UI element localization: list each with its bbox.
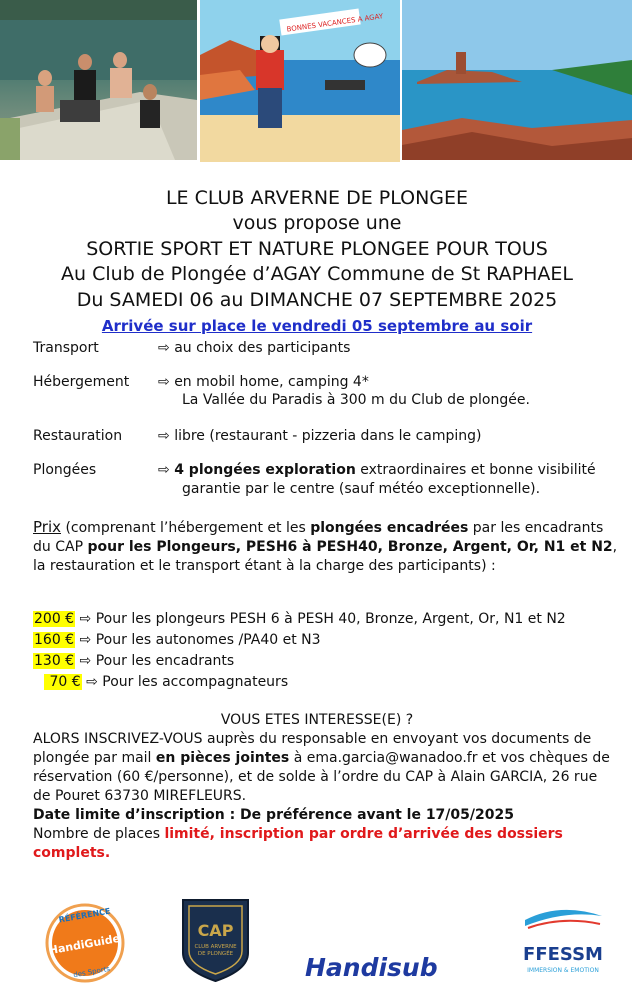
plongees-bold: 4 plongées exploration: [174, 462, 356, 478]
restauration-label: Restauration: [33, 428, 123, 444]
price-amount: 200 €: [34, 611, 75, 627]
arrow-icon: ⇨: [158, 428, 170, 444]
title-location: Au Club de Plongée d’AGAY Commune de St RAPHAEL: [61, 263, 573, 285]
registration-bold: en pièces jointes: [155, 750, 290, 766]
title-propose: vous propose une: [232, 212, 402, 234]
cap-sub-text-2: DE PLONGÉE: [197, 951, 234, 957]
plongees-rest: extraordinaires et bonne visibilité: [355, 462, 596, 478]
handiguide-top-text: RÉFÉRENCE: [58, 906, 112, 925]
prix-bold-2: pour les Plongeurs, PESH6 à PESH40, Bronze, Argent, Or, N1 et N2: [87, 539, 613, 555]
price-row: [33, 611, 566, 627]
arrival-note: Arrivée sur place le vendredi 05 septembre au soir: [101, 317, 533, 335]
ffessm-logo: [520, 902, 606, 986]
title-sortie: SORTIE SPORT ET NATURE PLONGEE POUR TOUS: [86, 238, 548, 260]
places-text: Nombre de places: [33, 826, 165, 842]
arrow-icon: ⇨: [79, 653, 92, 669]
price-label: Pour les plongeurs PESH 6 à PESH 40, Bronze, Argent, Or, N1 et N2: [95, 611, 566, 627]
plongees-label: Plongées: [33, 462, 97, 478]
arrow-icon: ⇨: [158, 462, 170, 478]
photo-divers-on-boat: [0, 0, 197, 160]
prix-paragraph: [33, 518, 618, 576]
arrow-icon: ⇨: [158, 340, 170, 356]
price-row: [33, 632, 321, 648]
arrow-icon: ⇨: [158, 374, 170, 390]
registration-text-1: ALORS INSCRIVEZ-VOUS auprès du responsable en envoyant vos documents de plongée par mail: [33, 731, 592, 766]
cap-main-text: CAP: [197, 921, 234, 940]
hebergement-value-2: La Vallée du Paradis à 300 m du Club de plongée.: [182, 392, 530, 408]
registration-paragraph: [33, 730, 613, 863]
prix-bold-1: plongées encadrées: [310, 520, 469, 536]
transport-label: Transport: [33, 340, 99, 356]
price-amount: 160 €: [34, 632, 75, 648]
transport-text: au choix des participants: [174, 340, 351, 356]
handiguide-logo: [44, 902, 126, 984]
price-label: Pour les autonomes /PA40 et N3: [95, 632, 321, 648]
hebergement-label: Hébergement: [33, 374, 130, 390]
price-row: [44, 674, 288, 690]
hebergement-value: [158, 374, 369, 390]
hebergement-text: en mobil home, camping 4*: [174, 374, 369, 390]
cap-logo: [181, 898, 250, 983]
arrow-icon: ⇨: [79, 632, 92, 648]
restauration-text: libre (restaurant - pizzeria dans le camping): [174, 428, 482, 444]
postcard-illustration: [200, 0, 400, 162]
title-dates: Du SAMEDI 06 au DIMANCHE 07 SEPTEMBRE 2025: [76, 289, 558, 311]
restauration-value: [158, 428, 481, 444]
price-label: Pour les accompagnateurs: [102, 674, 289, 690]
title-club: LE CLUB ARVERNE DE PLONGEE: [165, 187, 469, 209]
arrow-icon: ⇨: [86, 674, 98, 690]
handisub-text: Handisub: [305, 953, 438, 982]
postcard-banner-text: BONNES VACANCES A AGAY: [286, 12, 384, 34]
price-row: [33, 653, 234, 669]
price-amount: 130 €: [34, 653, 75, 669]
arrow-icon: ⇨: [79, 611, 92, 627]
plongees-value-2: garantie par le centre (sauf météo exceptionnelle).: [182, 481, 541, 497]
photo-coastline-tower: [402, 0, 632, 160]
cap-sub-text-1: CLUB ARVERNE: [194, 944, 237, 950]
plongees-value: [158, 462, 596, 478]
registration-deadline: Date limite d’inscription : De préférence avant le 17/05/2025: [33, 807, 514, 823]
ffessm-sub-text: IMMERSION & EMOTION: [527, 967, 599, 974]
places-warning: limité, inscription par ordre d’arrivée des dossiers complets.: [33, 826, 563, 861]
registration-title: VOUS ETES INTERESSE(E) ?: [220, 712, 414, 728]
handisub-logo: [303, 946, 453, 986]
price-label: Pour les encadrants: [95, 653, 235, 669]
prix-label: Prix: [33, 518, 61, 536]
prix-text-3: , la restauration et le transport étant à la charge des participants) :: [33, 539, 618, 574]
price-amount: 70 €: [45, 674, 81, 690]
handiguide-bottom-text: des Sports: [72, 964, 111, 980]
prix-text-2: par les encadrants du CAP: [33, 520, 604, 555]
registration-text-2: à ema.garcia@wanadoo.fr et vos chèques de réservation (60 €/personne), et de solde à l’ordre du CAP à Alain GARCIA, 26 rue de Pouret 63730 MIREFLEURS.: [33, 750, 610, 804]
prix-text-1: (comprenant l’hébergement et les: [61, 520, 311, 536]
transport-value: [158, 340, 350, 356]
handiguide-main-text: HandiGuide: [47, 931, 122, 958]
ffessm-text: FFESSM: [523, 944, 603, 965]
